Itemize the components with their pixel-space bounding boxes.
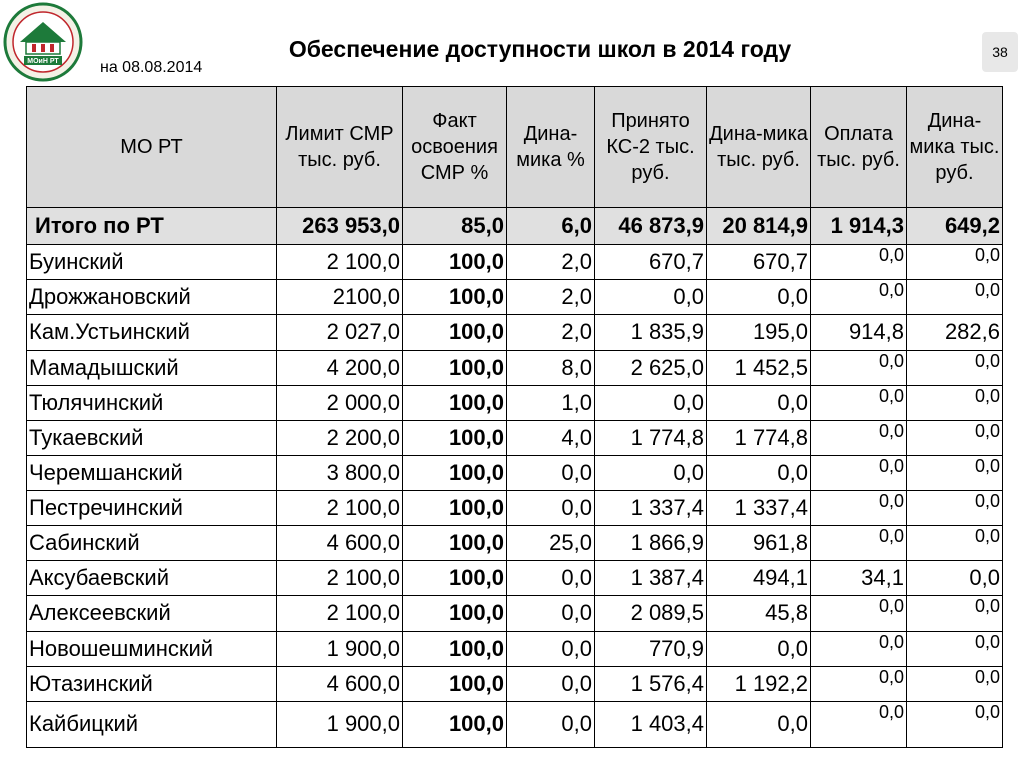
cell-fact: 100,0 (403, 596, 507, 631)
cell-pay: 34,1 (811, 561, 907, 596)
cell-fact: 100,0 (403, 455, 507, 490)
table-row (27, 385, 1003, 420)
cell-dyn: 25,0 (507, 526, 595, 561)
table-row (27, 280, 1003, 315)
cell-dyn2: 1 337,4 (707, 491, 811, 526)
cell-fact: 100,0 (403, 420, 507, 455)
cell-dyn3: 0,0 (907, 596, 1003, 631)
cell-name: Ютазинский (27, 666, 277, 701)
table-row (27, 420, 1003, 455)
cell-ks2: 2 089,5 (595, 596, 707, 631)
cell-dyn2: 195,0 (707, 315, 811, 350)
cell-dyn3: 0,0 (907, 350, 1003, 385)
cell-name: Новошешминский (27, 631, 277, 666)
cell-fact: 100,0 (403, 315, 507, 350)
cell-ks2: 0,0 (595, 385, 707, 420)
cell-dyn2: 1 452,5 (707, 350, 811, 385)
table-row (27, 245, 1003, 280)
cell-ks2: 0,0 (595, 280, 707, 315)
cell-dyn: 0,0 (507, 701, 595, 747)
cell-name: Алексеевский (27, 596, 277, 631)
cell-limit: 2 027,0 (277, 315, 403, 350)
cell-limit: 2 200,0 (277, 420, 403, 455)
cell-fact: 100,0 (403, 491, 507, 526)
cell-ks2: 1 387,4 (595, 561, 707, 596)
cell-dyn3: 0,0 (907, 385, 1003, 420)
cell-limit: 2 100,0 (277, 491, 403, 526)
table-row (27, 526, 1003, 561)
cell-dyn: 4,0 (507, 420, 595, 455)
cell-name: Пестречинский (27, 491, 277, 526)
cell-name: Буинский (27, 245, 277, 280)
cell-name: Аксубаевский (27, 561, 277, 596)
col-header-dyn: Дина-мика % (507, 87, 595, 208)
cell-dyn2: 494,1 (707, 561, 811, 596)
cell-pay: 0,0 (811, 280, 907, 315)
cell-dyn2: 0,0 (707, 280, 811, 315)
cell-dyn3: 0,0 (907, 455, 1003, 490)
cell-dyn2: 961,8 (707, 526, 811, 561)
table-row (27, 491, 1003, 526)
cell-dyn3: 0,0 (907, 245, 1003, 280)
cell-pay: 0,0 (811, 701, 907, 747)
cell-dyn2: 0,0 (707, 631, 811, 666)
cell-limit: 2 100,0 (277, 245, 403, 280)
cell-fact: 100,0 (403, 631, 507, 666)
data-table (26, 86, 1003, 748)
logo-text: МОиН РТ (27, 58, 59, 65)
cell-limit: 2 100,0 (277, 596, 403, 631)
cell-fact: 100,0 (403, 245, 507, 280)
cell-dyn2: 670,7 (707, 245, 811, 280)
cell-fact: 100,0 (403, 526, 507, 561)
cell-dyn3: 0,0 (907, 280, 1003, 315)
total-fact: 85,0 (403, 208, 507, 245)
cell-name: Черемшанский (27, 455, 277, 490)
cell-pay: 0,0 (811, 455, 907, 490)
cell-fact: 100,0 (403, 701, 507, 747)
cell-name: Сабинский (27, 526, 277, 561)
cell-name: Тюлячинский (27, 385, 277, 420)
cell-fact: 100,0 (403, 385, 507, 420)
cell-limit: 4 600,0 (277, 526, 403, 561)
cell-pay: 0,0 (811, 420, 907, 455)
slide-number: 38 (982, 32, 1018, 72)
cell-ks2: 770,9 (595, 631, 707, 666)
cell-limit: 2100,0 (277, 280, 403, 315)
cell-limit: 3 800,0 (277, 455, 403, 490)
cell-dyn3: 0,0 (907, 491, 1003, 526)
cell-ks2: 2 625,0 (595, 350, 707, 385)
cell-dyn2: 0,0 (707, 385, 811, 420)
table-row (27, 315, 1003, 350)
table-row (27, 596, 1003, 631)
col-header-mo: МО РТ (27, 87, 277, 208)
col-header-limit: Лимит СМР тыс. руб. (277, 87, 403, 208)
cell-pay: 0,0 (811, 350, 907, 385)
table-row (27, 350, 1003, 385)
total-ks2: 46 873,9 (595, 208, 707, 245)
cell-dyn2: 1 774,8 (707, 420, 811, 455)
cell-ks2: 1 403,4 (595, 701, 707, 747)
cell-dyn2: 0,0 (707, 455, 811, 490)
cell-limit: 1 900,0 (277, 701, 403, 747)
report-date: на 08.08.2014 (100, 59, 203, 76)
cell-fact: 100,0 (403, 280, 507, 315)
cell-pay: 0,0 (811, 245, 907, 280)
cell-ks2: 1 337,4 (595, 491, 707, 526)
col-header-dyn2: Дина-мика тыс. руб. (707, 87, 811, 208)
col-header-ks2: Принято КС-2 тыс. руб. (595, 87, 707, 208)
cell-limit: 4 600,0 (277, 666, 403, 701)
cell-dyn2: 45,8 (707, 596, 811, 631)
cell-dyn: 0,0 (507, 596, 595, 631)
cell-pay: 0,0 (811, 491, 907, 526)
cell-dyn: 2,0 (507, 280, 595, 315)
cell-dyn3: 0,0 (907, 526, 1003, 561)
cell-ks2: 1 866,9 (595, 526, 707, 561)
cell-name: Мамадышский (27, 350, 277, 385)
cell-name: Дрожжановский (27, 280, 277, 315)
header-row (27, 87, 1003, 208)
cell-dyn: 0,0 (507, 666, 595, 701)
cell-dyn: 1,0 (507, 385, 595, 420)
cell-pay: 914,8 (811, 315, 907, 350)
cell-dyn: 2,0 (507, 315, 595, 350)
cell-limit: 1 900,0 (277, 631, 403, 666)
cell-limit: 4 200,0 (277, 350, 403, 385)
cell-pay: 0,0 (811, 596, 907, 631)
total-dyn2: 20 814,9 (707, 208, 811, 245)
total-dyn3: 649,2 (907, 208, 1003, 245)
cell-name: Кам.Устьинский (27, 315, 277, 350)
cell-fact: 100,0 (403, 666, 507, 701)
cell-pay: 0,0 (811, 385, 907, 420)
cell-dyn: 0,0 (507, 455, 595, 490)
total-pay: 1 914,3 (811, 208, 907, 245)
cell-pay: 0,0 (811, 666, 907, 701)
cell-dyn: 0,0 (507, 561, 595, 596)
cell-dyn: 8,0 (507, 350, 595, 385)
cell-pay: 0,0 (811, 526, 907, 561)
cell-limit: 2 000,0 (277, 385, 403, 420)
cell-pay: 0,0 (811, 631, 907, 666)
col-header-fact: Факт освоения СМР % (403, 87, 507, 208)
cell-dyn3: 0,0 (907, 561, 1003, 596)
cell-ks2: 1 576,4 (595, 666, 707, 701)
cell-dyn2: 1 192,2 (707, 666, 811, 701)
cell-dyn2: 0,0 (707, 701, 811, 747)
cell-fact: 100,0 (403, 350, 507, 385)
total-name: Итого по РТ (27, 208, 277, 245)
cell-dyn3: 282,6 (907, 315, 1003, 350)
total-limit: 263 953,0 (277, 208, 403, 245)
cell-dyn3: 0,0 (907, 420, 1003, 455)
cell-ks2: 670,7 (595, 245, 707, 280)
cell-ks2: 0,0 (595, 455, 707, 490)
table-row (27, 666, 1003, 701)
cell-name: Кайбицкий (27, 701, 277, 747)
col-header-pay: Оплата тыс. руб. (811, 87, 907, 208)
cell-name: Тукаевский (27, 420, 277, 455)
cell-dyn3: 0,0 (907, 701, 1003, 747)
cell-ks2: 1 835,9 (595, 315, 707, 350)
table-row (27, 701, 1003, 747)
cell-dyn3: 0,0 (907, 666, 1003, 701)
cell-dyn3: 0,0 (907, 631, 1003, 666)
cell-dyn: 0,0 (507, 491, 595, 526)
cell-ks2: 1 774,8 (595, 420, 707, 455)
cell-limit: 2 100,0 (277, 561, 403, 596)
total-row (27, 208, 1003, 245)
table-row (27, 561, 1003, 596)
table-row (27, 631, 1003, 666)
page-title: Обеспечение доступности школ в 2014 году (288, 36, 792, 62)
table-row (27, 455, 1003, 490)
cell-fact: 100,0 (403, 561, 507, 596)
cell-dyn: 2,0 (507, 245, 595, 280)
col-header-dyn3: Дина-мика тыс. руб. (907, 87, 1003, 208)
cell-dyn: 0,0 (507, 631, 595, 666)
total-dyn: 6,0 (507, 208, 595, 245)
